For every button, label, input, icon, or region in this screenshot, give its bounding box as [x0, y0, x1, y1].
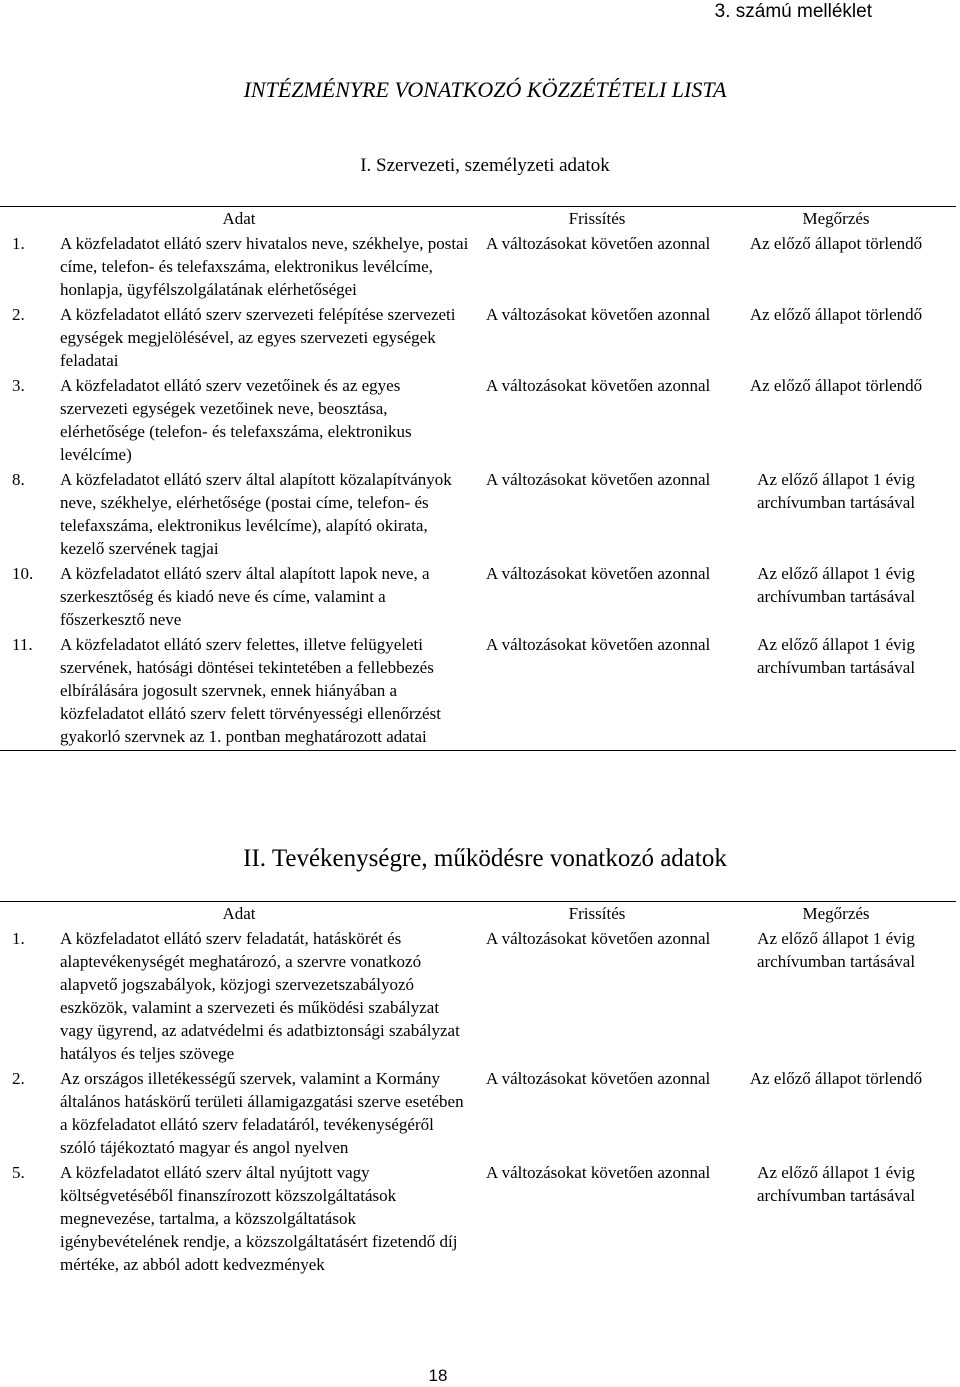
row-megorzes: Az előző állapot 1 évig archívumban tartásával — [756, 635, 916, 677]
row-number: 8. — [12, 470, 25, 489]
row-megorzes: Az előző állapot 1 évig archívumban tartásával — [756, 564, 916, 606]
row-adat: A közfeladatot ellátó szerv vezetőinek és az egyes szervezeti egységek vezetőinek neve, beosztása, elérhetősége (telefon- és telefaxszáma, elektronikus levélcíme) — [60, 376, 412, 464]
row-frissites: A változásokat követően azonnal — [486, 929, 711, 948]
table-row — [0, 232, 956, 303]
annex-label: 3. számú melléklet — [714, 1, 872, 22]
row-adat: A közfeladatot ellátó szerv által alapított közalapítványok neve, székhelye, elérhetősége (postai címe, telefon- és telefaxszáma, elektronikus levélcíme), alapító okirata, kezelő szervének tagjai — [60, 470, 452, 558]
row-number: 11. — [12, 635, 33, 654]
row-megorzes: Az előző állapot 1 évig archívumban tartásával — [756, 1163, 916, 1205]
page-number: 18 — [428, 1366, 448, 1385]
row-frissites: A változásokat követően azonnal — [486, 305, 711, 324]
table-row — [0, 633, 956, 751]
row-megorzes: Az előző állapot törlendő — [749, 1069, 923, 1088]
table-row — [0, 468, 956, 562]
section-1-table — [0, 206, 956, 751]
table-row — [0, 1161, 956, 1278]
row-adat: Az országos illetékességű szervek, valamint a Kormány általános hatáskörű területi államigazgatási szerve esetében a közfeladatot ellátó szerv feladatáról, tevékenységéről szóló tájékoztató magyar és angol nyelven — [60, 1069, 464, 1157]
table-header-row — [0, 207, 956, 233]
column-header-frissites: Frissítés — [568, 904, 626, 923]
row-frissites: A változásokat követően azonnal — [486, 234, 711, 253]
row-number: 1. — [12, 234, 25, 253]
row-frissites: A változásokat követően azonnal — [486, 470, 711, 489]
row-megorzes: Az előző állapot 1 évig archívumban tartásával — [756, 929, 916, 971]
table-row — [0, 1067, 956, 1161]
row-frissites: A változásokat követően azonnal — [486, 376, 711, 395]
table-row — [0, 927, 956, 1067]
table-row — [0, 303, 956, 374]
row-adat: A közfeladatot ellátó szerv feladatát, hatáskörét és alaptevékenységét meghatározó, a szervre vonatkozó alapvető jogszabályok, közjogi szervezetszabályozó eszközök, valamint a szervezeti és működési szabályzat vagy ügyrend, az adatvédelmi és adatbiztonsági szabályzat hatályos és teljes szövege — [60, 929, 460, 1063]
row-number: 2. — [12, 1069, 25, 1088]
row-frissites: A változásokat követően azonnal — [486, 564, 711, 583]
row-megorzes: Az előző állapot 1 évig archívumban tartásával — [756, 470, 916, 512]
row-megorzes: Az előző állapot törlendő — [749, 234, 923, 253]
row-number: 5. — [12, 1163, 25, 1182]
section-2-heading: II. Tevékenységre, működésre vonatkozó adatok — [243, 845, 727, 872]
row-adat: A közfeladatot ellátó szerv által nyújtott vagy költségvetéséből finanszírozott közszolgáltatások megnevezése, tartalma, a közszolgáltatások igénybevételének rendje, a közszolgáltatásért fizetendő díj mértéke, az abból adott kedvezmények — [60, 1163, 458, 1274]
row-frissites: A változásokat követően azonnal — [486, 635, 711, 654]
row-megorzes: Az előző állapot törlendő — [749, 305, 923, 324]
row-megorzes: Az előző állapot törlendő — [749, 376, 923, 395]
section-2-table — [0, 901, 956, 1278]
row-adat: A közfeladatot ellátó szerv szervezeti felépítése szervezeti egységek megjelölésével, az egyes szervezeti egységek feladatai — [60, 305, 456, 370]
row-number: 10. — [12, 564, 34, 583]
row-number: 2. — [12, 305, 25, 324]
row-number: 3. — [12, 376, 25, 395]
column-header-megorzes: Megőrzés — [802, 209, 870, 228]
table-header-row — [0, 902, 956, 928]
table-row — [0, 562, 956, 633]
row-number: 1. — [12, 929, 25, 948]
section-1-heading: I. Szervezeti, személyzeti adatok — [360, 155, 610, 176]
table-row — [0, 374, 956, 468]
row-adat: A közfeladatot ellátó szerv felettes, illetve felügyeleti szervének, hatósági döntései tekintetében a fellebbezés elbírálására jogosult szervnek, ennek hiányában a közfeladatot ellátó szerv felett törvényességi ellenőrzést gyakorló szervnek az 1. pontban meghatározott adatai — [60, 635, 441, 746]
row-frissites: A változásokat követően azonnal — [486, 1069, 711, 1088]
row-frissites: A változásokat követően azonnal — [486, 1163, 711, 1182]
column-header-frissites: Frissítés — [568, 209, 626, 228]
row-adat: A közfeladatot ellátó szerv hivatalos neve, székhelye, postai címe, telefon- és telefaxszáma, elektronikus levélcíme, honlapja, ügyfélszolgálatának elérhetőségei — [60, 234, 469, 299]
column-header-adat: Adat — [222, 209, 256, 228]
document-title: INTÉZMÉNYRE VONATKOZÓ KÖZZÉTÉTELI LISTA — [243, 77, 727, 102]
column-header-megorzes: Megőrzés — [802, 904, 870, 923]
column-header-adat: Adat — [222, 904, 256, 923]
row-adat: A közfeladatot ellátó szerv által alapított lapok neve, a szerkesztőség és kiadó neve és címe, valamint a főszerkesztő neve — [60, 564, 430, 629]
